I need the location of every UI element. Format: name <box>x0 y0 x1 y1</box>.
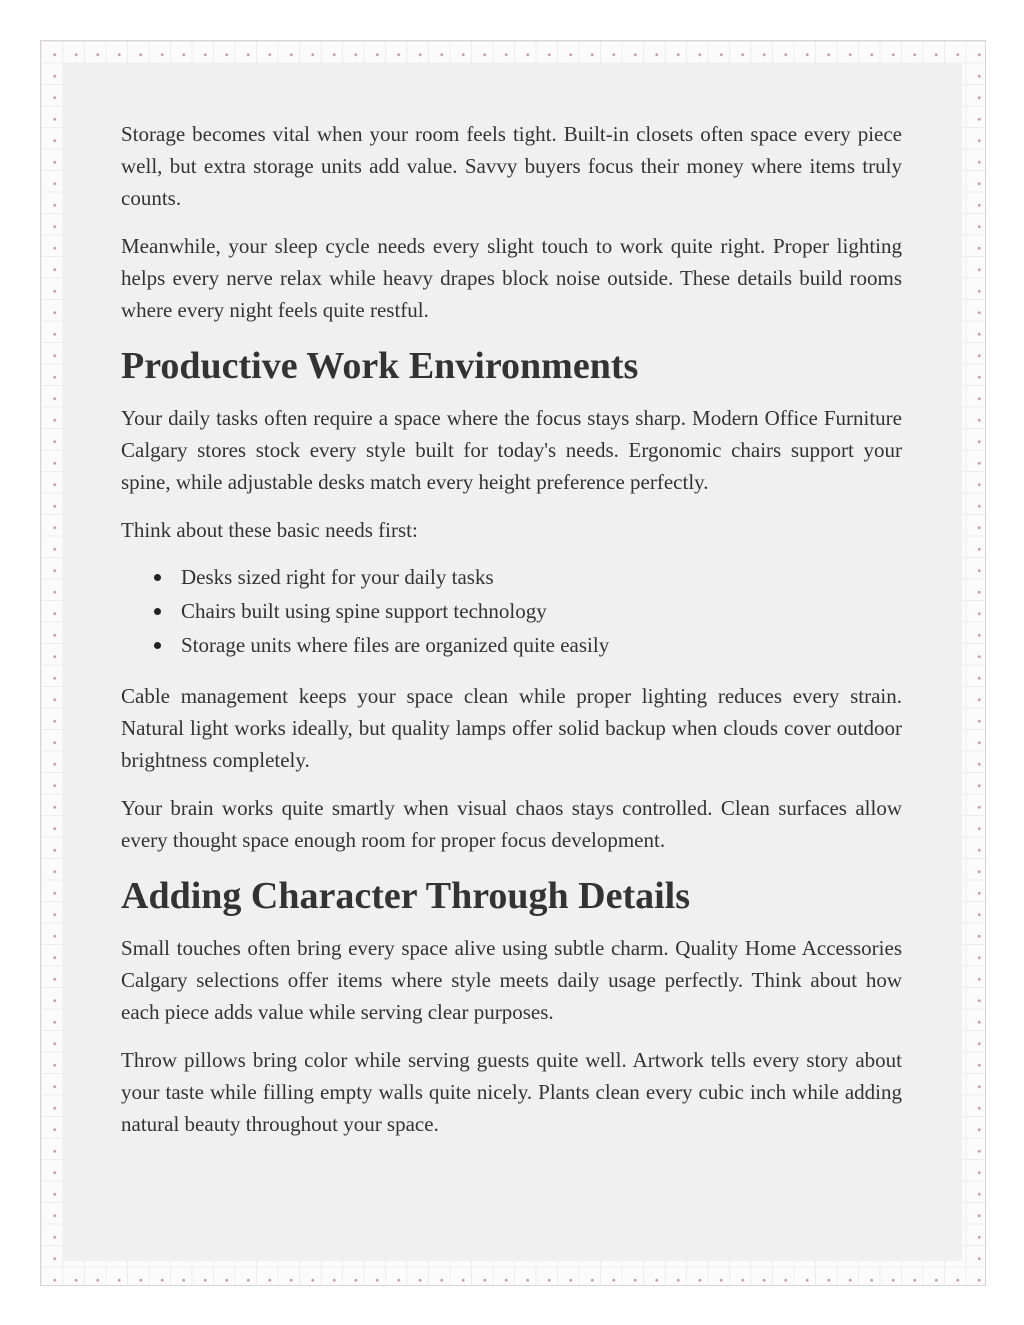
work-list-intro: Think about these basic needs first: <box>121 518 418 542</box>
work-paragraph-tasks: Your daily tasks often require a space where the focus stays sharp. Modern Office Furniture Calgary stores stock every style built for today's needs. Ergonomic chairs support your spine, while adjustable desks match every height preference perfectly. <box>121 406 902 494</box>
bullet-icon <box>154 608 161 615</box>
intro-paragraph-storage: Storage becomes vital when your room feels tight. Built-in closets often space every piece well, but extra storage units add value. Savvy buyers focus their money where items truly counts. <box>121 122 902 210</box>
intro-paragraph-sleep: Meanwhile, your sleep cycle needs every slight touch to work quite right. Proper lighting helps every nerve relax while heavy drapes block noise outside. These details build rooms where every night feels quite restful. <box>121 234 902 322</box>
list-item-text: Chairs built using spine support technology <box>181 599 547 623</box>
details-paragraph-touches: Small touches often bring every space alive using subtle charm. Quality Home Accessories Calgary selections offer items where style meets daily usage perfectly. Think about how each piece adds value while serving clear purposes. <box>121 936 902 1024</box>
bullet-icon <box>154 642 161 649</box>
list-item-text: Desks sized right for your daily tasks <box>181 565 494 589</box>
bullet-icon <box>154 574 161 581</box>
work-paragraph-cables: Cable management keeps your space clean while proper lighting reduces every strain. Natural light works ideally, but quality lamps offer solid backup when clouds cover outdoor brightness completely. <box>121 684 902 772</box>
work-paragraph-brain: Your brain works quite smartly when visual chaos stays controlled. Clean surfaces allow every thought space enough room for proper focus development. <box>121 796 902 852</box>
section-heading-details: Adding Character Through Details <box>121 875 691 917</box>
list-item <box>181 560 902 594</box>
list-item <box>181 594 902 628</box>
list-item-text: Storage units where files are organized quite easily <box>181 633 610 657</box>
section-heading-work: Productive Work Environments <box>121 345 639 387</box>
document-body <box>121 118 902 1156</box>
list-item <box>181 628 902 662</box>
details-paragraph-pillows: Throw pillows bring color while serving guests quite well. Artwork tells every story about your taste while filling empty walls quite nicely. Plants clean every cubic inch while adding natural beauty throughout your space. <box>121 1048 902 1136</box>
needs-list <box>121 560 902 662</box>
